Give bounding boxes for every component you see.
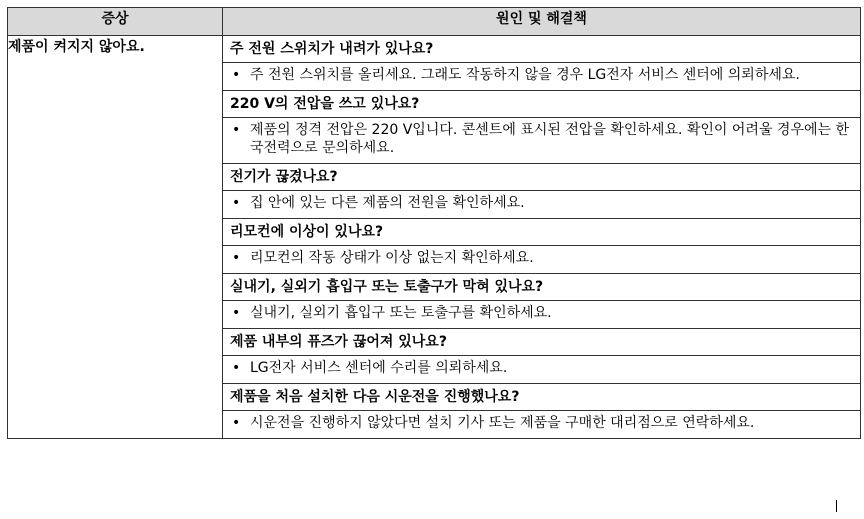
cause-group: [223, 164, 860, 219]
solution-item: [223, 246, 860, 273]
cause-title: 제품을 처음 설치한 다음 시운전을 진행했나요?: [223, 384, 860, 411]
causes-cell: [223, 36, 861, 439]
solution-item: [223, 356, 860, 383]
bullet-icon: •: [232, 195, 241, 211]
solution-text: 집 안에 있는 다른 제품의 전원을 확인하세요.: [250, 195, 525, 211]
cause-column-header: 원인 및 해결책: [223, 8, 861, 36]
cause-title: 실내기, 실외기 흡입구 또는 토출구가 막혀 있나요?: [223, 274, 860, 301]
cause-group: [223, 219, 860, 274]
cause-title: 전기가 끊겼나요?: [223, 164, 860, 191]
solution-item: [223, 301, 860, 328]
solution-item: [223, 118, 860, 163]
solution-item: [223, 191, 860, 218]
symptom-cell: 제품이 켜지지 않아요.: [8, 36, 223, 439]
cause-title: 220 V의 전압을 쓰고 있나요?: [223, 91, 860, 118]
solution-text: 시운전을 진행하지 않았다면 설치 기사 또는 제품을 구매한 대리점으로 연락하세요.: [250, 415, 755, 431]
solution-item: [223, 411, 860, 438]
cause-group: [223, 274, 860, 329]
cause-group: [223, 36, 860, 91]
cause-group: [223, 329, 860, 384]
cause-title: 리모컨에 이상이 있나요?: [223, 219, 860, 246]
bullet-icon: •: [232, 415, 241, 431]
bullet-icon: •: [232, 67, 241, 83]
cause-group: [223, 91, 860, 164]
bullet-icon: •: [232, 305, 241, 321]
solution-text: 주 전원 스위치를 올리세요. 그래도 작동하지 않을 경우 LG전자 서비스 센터에 의뢰하세요.: [250, 67, 800, 83]
bullet-icon: •: [232, 360, 241, 376]
solution-text: 제품의 정격 전압은 220 V입니다. 콘센트에 표시된 전압을 확인하세요. 확인이 어려울 경우에는 한국전력으로 문의하세요.: [250, 122, 849, 156]
solution-item: [223, 63, 860, 90]
symptom-column-header: 증상: [8, 8, 223, 36]
solution-text: 실내기, 실외기 흡입구 또는 토출구를 확인하세요.: [250, 305, 552, 321]
table-row: [8, 36, 861, 439]
bullet-icon: •: [232, 122, 241, 138]
cause-group: [223, 384, 860, 438]
troubleshooting-table: [7, 7, 861, 439]
cause-title: 제품 내부의 퓨즈가 끊어져 있나요?: [223, 329, 860, 356]
bullet-icon: •: [232, 250, 241, 266]
solution-text: 리모컨의 작동 상태가 이상 없는지 확인하세요.: [250, 250, 534, 266]
cause-title: 주 전원 스위치가 내려가 있나요?: [223, 36, 860, 63]
table-header-row: [8, 8, 861, 36]
solution-text: LG전자 서비스 센터에 수리를 의뢰하세요.: [250, 360, 508, 376]
text-cursor: [836, 500, 837, 512]
